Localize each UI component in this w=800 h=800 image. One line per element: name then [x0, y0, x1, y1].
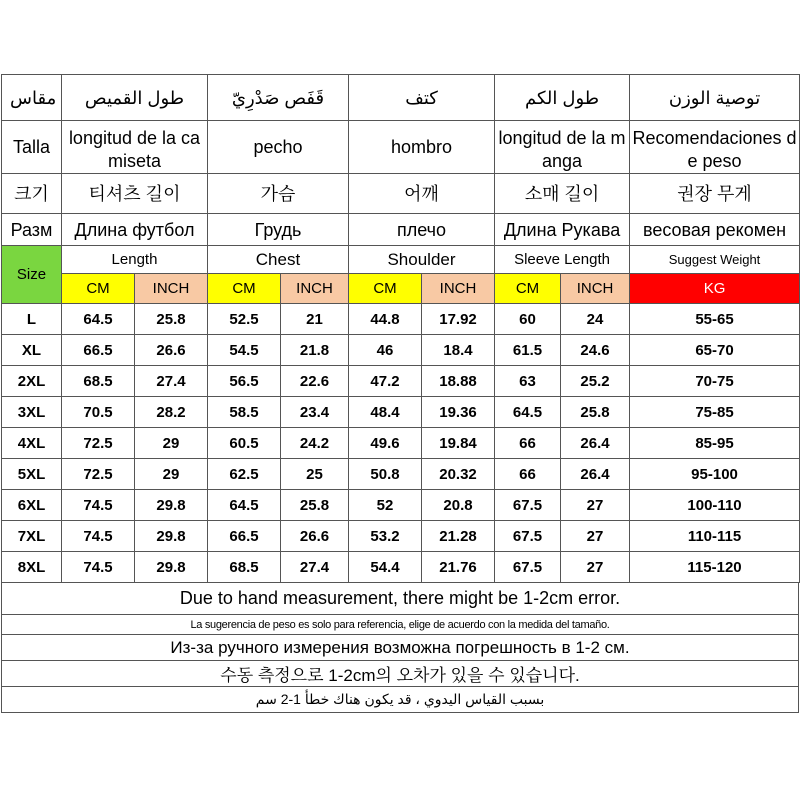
cell-weight-kg: 55-65: [630, 304, 800, 335]
unit-inch: INCH: [281, 274, 349, 304]
unit-cm: CM: [349, 274, 422, 304]
size-label: Size: [2, 246, 62, 304]
cell-sleeve-cm: 61.5: [495, 335, 561, 366]
cell-shoulder-cm: 53.2: [349, 521, 422, 552]
cell-sleeve-cm: 66: [495, 459, 561, 490]
cell-chest-cm: 54.5: [208, 335, 281, 366]
notes-table: [1, 582, 799, 713]
note-russian: Из-за ручного измерения возможна погрешность в 1-2 см.: [2, 635, 799, 661]
cell-shoulder-inch: 21.76: [422, 552, 495, 583]
header-sleeve: طول الكم: [495, 75, 630, 121]
cell-sleeve-inch: 27: [561, 490, 630, 521]
cell-sleeve-inch: 26.4: [561, 428, 630, 459]
header-chest: قَفَص صَدْرِيّ: [208, 75, 349, 121]
cell-shoulder-cm: 50.8: [349, 459, 422, 490]
cell-chest-inch: 26.6: [281, 521, 349, 552]
cell-shoulder-inch: 19.36: [422, 397, 495, 428]
column-shoulder: Shoulder: [349, 246, 495, 274]
cell-sleeve-cm: 67.5: [495, 490, 561, 521]
cell-size: 7XL: [2, 521, 62, 552]
cell-size: 3XL: [2, 397, 62, 428]
header-length: 티셔츠 길이: [62, 174, 208, 214]
cell-length-cm: 64.5: [62, 304, 135, 335]
column-length: Length: [62, 246, 208, 274]
cell-length-inch: 26.6: [135, 335, 208, 366]
header-length: longitud de la camiseta: [62, 121, 208, 174]
cell-length-inch: 29.8: [135, 521, 208, 552]
cell-shoulder-cm: 47.2: [349, 366, 422, 397]
cell-shoulder-inch: 20.8: [422, 490, 495, 521]
cell-chest-cm: 58.5: [208, 397, 281, 428]
cell-chest-inch: 21.8: [281, 335, 349, 366]
header-weight: весовая рекомен: [630, 214, 800, 246]
cell-sleeve-inch: 25.2: [561, 366, 630, 397]
cell-length-inch: 28.2: [135, 397, 208, 428]
cell-weight-kg: 85-95: [630, 428, 800, 459]
cell-size: L: [2, 304, 62, 335]
cell-length-cm: 66.5: [62, 335, 135, 366]
size-chart-table: [1, 74, 800, 583]
header-row-arabic: [2, 75, 800, 121]
cell-length-cm: 68.5: [62, 366, 135, 397]
cell-size: 6XL: [2, 490, 62, 521]
header-shoulder: hombro: [349, 121, 495, 174]
cell-sleeve-inch: 26.4: [561, 459, 630, 490]
cell-sleeve-inch: 25.8: [561, 397, 630, 428]
cell-shoulder-cm: 44.8: [349, 304, 422, 335]
cell-chest-cm: 60.5: [208, 428, 281, 459]
header-length: Длина футбол: [62, 214, 208, 246]
cell-shoulder-cm: 46: [349, 335, 422, 366]
cell-shoulder-inch: 17.92: [422, 304, 495, 335]
header-row-spanish: [2, 121, 800, 174]
cell-size: 2XL: [2, 366, 62, 397]
cell-weight-kg: 95-100: [630, 459, 800, 490]
header-shoulder: плечо: [349, 214, 495, 246]
unit-kg: KG: [630, 274, 800, 304]
header-sleeve: Длина Рукава: [495, 214, 630, 246]
note-spanish: La sugerencia de peso es solo para referencia, elige de acuerdo con la medida del tamaño.: [2, 615, 799, 635]
cell-shoulder-inch: 18.4: [422, 335, 495, 366]
cell-shoulder-cm: 52: [349, 490, 422, 521]
unit-cm: CM: [208, 274, 281, 304]
cell-sleeve-inch: 24: [561, 304, 630, 335]
cell-length-inch: 29.8: [135, 490, 208, 521]
cell-shoulder-cm: 54.4: [349, 552, 422, 583]
cell-shoulder-inch: 19.84: [422, 428, 495, 459]
cell-sleeve-cm: 67.5: [495, 552, 561, 583]
cell-length-inch: 29: [135, 459, 208, 490]
unit-row: [2, 274, 800, 304]
cell-shoulder-cm: 49.6: [349, 428, 422, 459]
table-row: [2, 490, 800, 521]
cell-chest-cm: 64.5: [208, 490, 281, 521]
header-weight: Recomendaciones de peso: [630, 121, 800, 174]
cell-sleeve-cm: 66: [495, 428, 561, 459]
cell-length-inch: 29.8: [135, 552, 208, 583]
cell-shoulder-inch: 20.32: [422, 459, 495, 490]
cell-length-inch: 25.8: [135, 304, 208, 335]
cell-chest-cm: 66.5: [208, 521, 281, 552]
cell-chest-cm: 56.5: [208, 366, 281, 397]
header-chest: 가슴: [208, 174, 349, 214]
cell-size: 5XL: [2, 459, 62, 490]
cell-sleeve-cm: 64.5: [495, 397, 561, 428]
note-row: [2, 687, 799, 713]
header-size: Разм: [2, 214, 62, 246]
note-row: [2, 583, 799, 615]
cell-length-inch: 27.4: [135, 366, 208, 397]
cell-shoulder-inch: 18.88: [422, 366, 495, 397]
table-row: [2, 366, 800, 397]
cell-weight-kg: 110-115: [630, 521, 800, 552]
cell-length-cm: 74.5: [62, 490, 135, 521]
size-chart: [1, 74, 799, 713]
cell-chest-inch: 25.8: [281, 490, 349, 521]
cell-sleeve-inch: 27: [561, 552, 630, 583]
column-chest: Chest: [208, 246, 349, 274]
header-row-english: [2, 246, 800, 274]
header-shoulder: كتف: [349, 75, 495, 121]
cell-length-cm: 70.5: [62, 397, 135, 428]
cell-sleeve-cm: 60: [495, 304, 561, 335]
header-shoulder: 어깨: [349, 174, 495, 214]
cell-length-cm: 72.5: [62, 428, 135, 459]
note-english: Due to hand measurement, there might be 1-2cm error.: [2, 583, 799, 615]
header-row-korean: [2, 174, 800, 214]
cell-sleeve-cm: 63: [495, 366, 561, 397]
cell-length-cm: 72.5: [62, 459, 135, 490]
header-length: طول القميص: [62, 75, 208, 121]
table-row: [2, 552, 800, 583]
cell-chest-inch: 24.2: [281, 428, 349, 459]
cell-size: 8XL: [2, 552, 62, 583]
header-weight: 권장 무게: [630, 174, 800, 214]
unit-cm: CM: [62, 274, 135, 304]
cell-chest-inch: 25: [281, 459, 349, 490]
cell-length-inch: 29: [135, 428, 208, 459]
unit-inch: INCH: [135, 274, 208, 304]
table-row: [2, 428, 800, 459]
cell-size: XL: [2, 335, 62, 366]
cell-weight-kg: 75-85: [630, 397, 800, 428]
cell-shoulder-inch: 21.28: [422, 521, 495, 552]
unit-inch: INCH: [422, 274, 495, 304]
column-sleeve: Sleeve Length: [495, 246, 630, 274]
cell-sleeve-inch: 27: [561, 521, 630, 552]
table-row: [2, 459, 800, 490]
cell-chest-inch: 27.4: [281, 552, 349, 583]
header-chest: pecho: [208, 121, 349, 174]
cell-weight-kg: 115-120: [630, 552, 800, 583]
cell-chest-inch: 22.6: [281, 366, 349, 397]
cell-shoulder-cm: 48.4: [349, 397, 422, 428]
table-row: [2, 521, 800, 552]
cell-size: 4XL: [2, 428, 62, 459]
cell-chest-cm: 68.5: [208, 552, 281, 583]
unit-cm: CM: [495, 274, 561, 304]
cell-sleeve-inch: 24.6: [561, 335, 630, 366]
cell-chest-inch: 21: [281, 304, 349, 335]
header-chest: Грудь: [208, 214, 349, 246]
note-korean: 수동 측정으로 1-2cm의 오차가 있을 수 있습니다.: [2, 661, 799, 687]
note-row: [2, 615, 799, 635]
cell-length-cm: 74.5: [62, 521, 135, 552]
note-row: [2, 635, 799, 661]
cell-chest-cm: 52.5: [208, 304, 281, 335]
cell-chest-cm: 62.5: [208, 459, 281, 490]
header-sleeve: 소매 길이: [495, 174, 630, 214]
cell-chest-inch: 23.4: [281, 397, 349, 428]
note-arabic: بسبب القياس اليدوي ، قد يكون هناك خطأ 1-2 سم: [2, 687, 799, 713]
header-size: مقاس: [2, 75, 62, 121]
cell-weight-kg: 100-110: [630, 490, 800, 521]
column-weight: Suggest Weight: [630, 246, 800, 274]
header-sleeve: longitud de la manga: [495, 121, 630, 174]
table-row: [2, 335, 800, 366]
cell-sleeve-cm: 67.5: [495, 521, 561, 552]
table-row: [2, 304, 800, 335]
header-weight: توصية الوزن: [630, 75, 800, 121]
unit-inch: INCH: [561, 274, 630, 304]
header-row-russian: [2, 214, 800, 246]
cell-weight-kg: 70-75: [630, 366, 800, 397]
table-row: [2, 397, 800, 428]
header-size: 크기: [2, 174, 62, 214]
cell-weight-kg: 65-70: [630, 335, 800, 366]
header-size: Talla: [2, 121, 62, 174]
note-row: [2, 661, 799, 687]
cell-length-cm: 74.5: [62, 552, 135, 583]
